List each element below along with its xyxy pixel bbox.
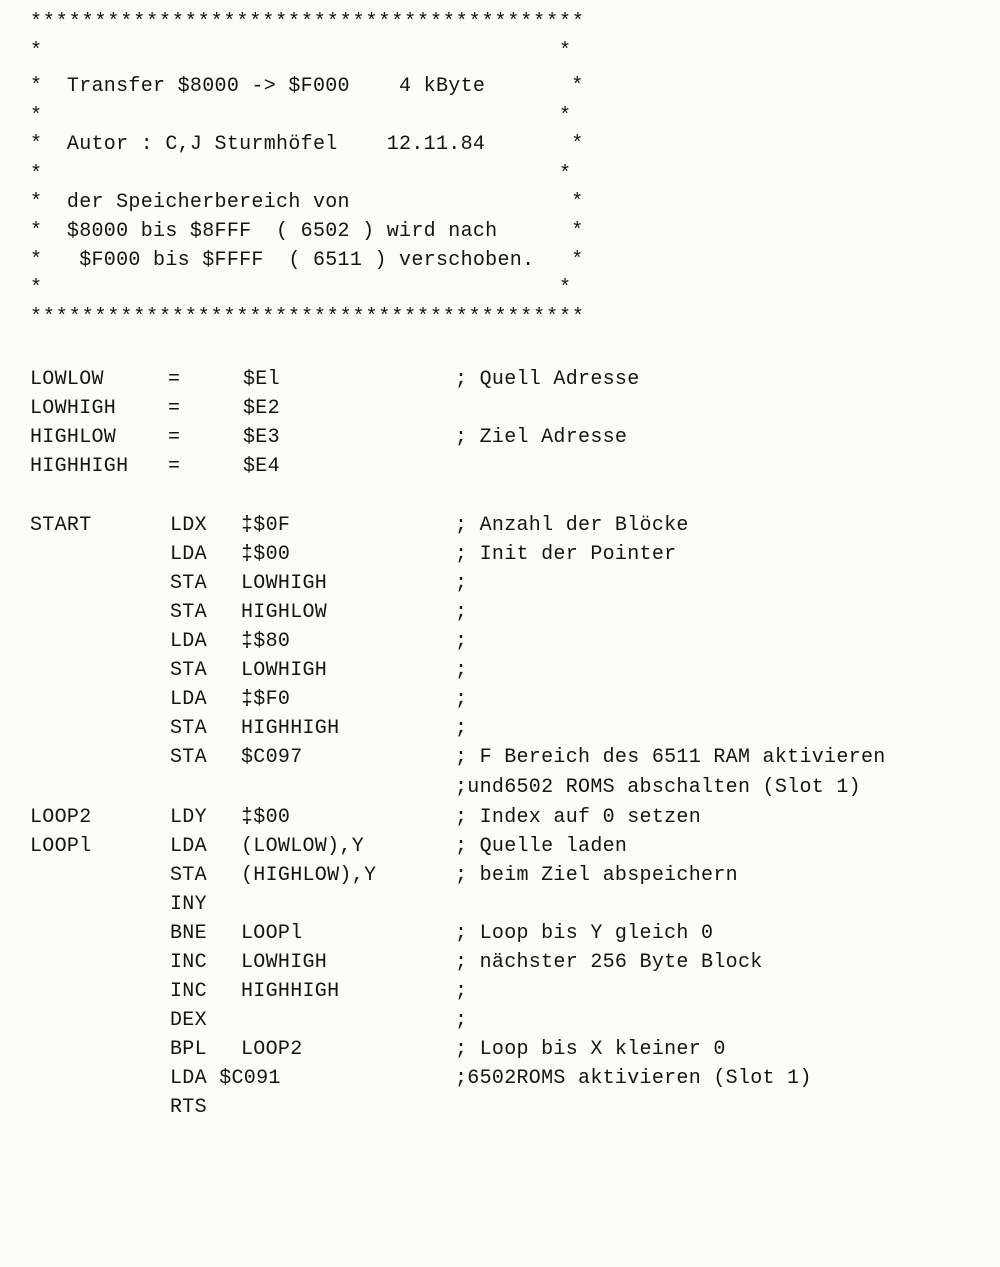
code-line xyxy=(30,948,763,977)
header-line: * * xyxy=(30,277,572,300)
header-border-top: ******************************************* xyxy=(30,11,585,34)
operand: HIGHHIGH xyxy=(241,980,340,1003)
opcode: INC xyxy=(170,951,207,974)
code-line xyxy=(30,569,468,598)
operand: LOOP2 xyxy=(241,1038,303,1061)
opcode: LDX xyxy=(170,514,207,537)
opcode: STA xyxy=(170,717,207,740)
equate-line xyxy=(30,365,640,394)
comment: ; xyxy=(455,717,468,740)
comment: ; Quelle laden xyxy=(455,835,628,858)
value: $E4 xyxy=(243,455,280,478)
code-line xyxy=(30,890,207,919)
opcode: RTS xyxy=(170,1096,207,1119)
equals-sign: = xyxy=(168,426,181,449)
code-line xyxy=(30,1064,812,1093)
label: LOOP2 xyxy=(30,806,92,829)
comment: ; Loop bis Y gleich 0 xyxy=(455,922,714,945)
code-line xyxy=(30,656,468,685)
opcode: DEX xyxy=(170,1009,207,1032)
code-line xyxy=(30,832,628,861)
operand: LOOPl xyxy=(241,922,303,945)
code-line xyxy=(30,977,468,1006)
equals-sign: = xyxy=(168,397,181,420)
code-line xyxy=(30,1093,207,1122)
equals-sign: = xyxy=(168,455,181,478)
opcode: LDY xyxy=(170,806,207,829)
operand: ‡$0F xyxy=(241,514,291,537)
header-border-bottom: ******************************************* xyxy=(30,306,585,329)
comment: ; xyxy=(455,980,468,1003)
label: START xyxy=(30,514,92,537)
equals-sign: = xyxy=(168,368,181,391)
comment: ; xyxy=(455,659,468,682)
comment: ; xyxy=(455,688,468,711)
header-description: * $F000 bis $FFFF ( 6511 ) verschoben. * xyxy=(30,249,584,272)
operand: LOWHIGH xyxy=(241,659,328,682)
code-line xyxy=(30,919,714,948)
opcode: LDA xyxy=(170,835,207,858)
equate-line xyxy=(30,452,280,481)
code-line xyxy=(30,714,468,743)
code-line xyxy=(30,540,677,569)
code-line xyxy=(30,627,468,656)
comment: ; Quell Adresse xyxy=(455,368,640,391)
operand: LOWHIGH xyxy=(241,572,328,595)
label: HIGHLOW xyxy=(30,426,117,449)
code-line xyxy=(30,511,689,540)
opcode: STA xyxy=(170,864,207,887)
comment: ; Loop bis X kleiner 0 xyxy=(455,1038,726,1061)
code-line xyxy=(30,743,886,772)
opcode: BNE xyxy=(170,922,207,945)
header-line: * * xyxy=(30,40,572,63)
opcode: LDA xyxy=(170,543,207,566)
label: LOWHIGH xyxy=(30,397,117,420)
code-line xyxy=(30,598,468,627)
code-line xyxy=(30,1006,468,1035)
comment: ;und6502 ROMS abschalten (Slot 1) xyxy=(455,776,861,799)
value: $E3 xyxy=(243,426,280,449)
operand: $C097 xyxy=(241,746,303,769)
comment: ; F Bereich des 6511 RAM aktivieren xyxy=(455,746,886,769)
comment: ; Ziel Adresse xyxy=(455,426,628,449)
comment: ; Index auf 0 setzen xyxy=(455,806,702,829)
operand: ‡$00 xyxy=(241,543,291,566)
opcode: BPL xyxy=(170,1038,207,1061)
operand: (LOWLOW),Y xyxy=(241,835,365,858)
operand: HIGHLOW xyxy=(241,601,328,624)
header-line: * * xyxy=(30,105,572,128)
comment: ; xyxy=(455,1009,468,1032)
code-line xyxy=(30,773,861,802)
comment: ; Init der Pointer xyxy=(455,543,677,566)
header-line: * * xyxy=(30,163,572,186)
opcode: LDA $C091 xyxy=(170,1067,281,1090)
opcode: STA xyxy=(170,601,207,624)
opcode: INY xyxy=(170,893,207,916)
code-line xyxy=(30,685,468,714)
opcode: INC xyxy=(170,980,207,1003)
operand: ‡$F0 xyxy=(241,688,291,711)
comment: ; xyxy=(455,572,468,595)
operand: HIGHHIGH xyxy=(241,717,340,740)
comment: ; nächster 256 Byte Block xyxy=(455,951,763,974)
label: LOOPl xyxy=(30,835,92,858)
operand: ‡$00 xyxy=(241,806,291,829)
code-line xyxy=(30,1035,726,1064)
opcode: STA xyxy=(170,746,207,769)
comment: ;6502ROMS aktivieren (Slot 1) xyxy=(455,1067,812,1090)
label: HIGHHIGH xyxy=(30,455,129,478)
comment: ; xyxy=(455,601,468,624)
operand: LOWHIGH xyxy=(241,951,328,974)
operand: (HIGHLOW),Y xyxy=(241,864,377,887)
value: $E2 xyxy=(243,397,280,420)
header-author: * Autor : C,J Sturmhöfel 12.11.84 * xyxy=(30,133,584,156)
equate-line xyxy=(30,423,628,452)
label: LOWLOW xyxy=(30,368,104,391)
comment: ; beim Ziel abspeichern xyxy=(455,864,738,887)
header-title: * Transfer $8000 -> $F000 4 kByte * xyxy=(30,75,584,98)
opcode: STA xyxy=(170,659,207,682)
operand: ‡$80 xyxy=(241,630,291,653)
comment: ; Anzahl der Blöcke xyxy=(455,514,689,537)
header-description: * $8000 bis $8FFF ( 6502 ) wird nach * xyxy=(30,220,584,243)
value: $El xyxy=(243,368,280,391)
equate-line xyxy=(30,394,280,423)
code-line xyxy=(30,861,738,890)
opcode: LDA xyxy=(170,688,207,711)
code-line xyxy=(30,803,702,832)
header-description: * der Speicherbereich von * xyxy=(30,191,584,214)
opcode: LDA xyxy=(170,630,207,653)
opcode: STA xyxy=(170,572,207,595)
comment: ; xyxy=(455,630,468,653)
